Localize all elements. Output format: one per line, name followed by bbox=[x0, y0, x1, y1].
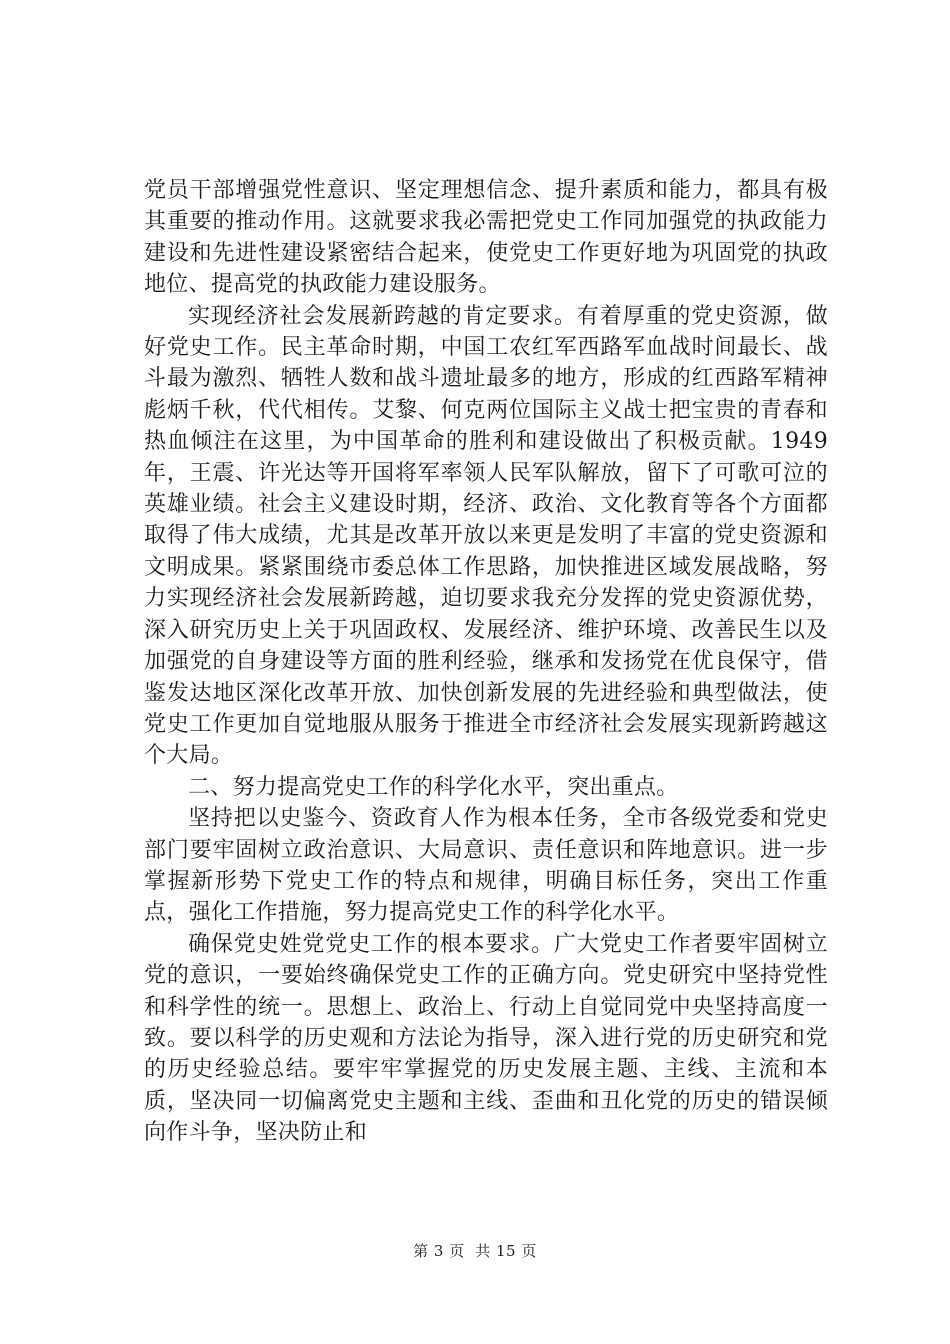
paragraph-1: 党员干部增强党性意识、坚定理想信念、提升素质和能力，都具有极其重要的推动作用。这就要求我必需把党史工作同加强党的执政能力建设和先进性建设紧密结合起来，使党史工作更好地为巩固党的执政地位、提高党的执政能力建设服务。 bbox=[144, 178, 828, 298]
paragraph-2: 实现经济社会发展新跨越的肯定要求。有着厚重的党史资源，做好党史工作。民主革命时期，中国工农红军西路军血战时间最长、战斗最为激烈、牺牲人数和战斗遗址最多的地方，形成的红西路军精神彪炳千秋，代代相传。艾黎、何克两位国际主义战士把宝贵的青春和热血倾注在这里，为中国革命的胜利和建设做出了积极贡献。1949年，王震、许光达等开国将军率领人民军队解放，留下了可歌可泣的英雄业绩。社会主义建设时期，经济、政治、文化教育等各个方面都取得了伟大成绩，尤其是改革开放以来更是发明了丰富的党史资源和文明成果。紧紧围绕市委总体工作思路，加快推进区域发展战略，努力实现经济社会发展新跨越，迫切要求我充分发挥的党史资源优势，深入研究历史上关于巩固政权、发展经济、维护环境、改善民生以及加强党的自身建设等方面的胜利经验，继承和发扬党在优良保守，借鉴发达地区深化改革开放、加快创新发展的先进经验和典型做法，使党史工作更加自觉地服从服务于推进全市经济社会发展实现新跨越这个大局。 bbox=[144, 303, 828, 769]
section-heading: 二、努力提高党史工作的科学化水平，突出重点。 bbox=[188, 774, 679, 800]
paragraph-3: 坚持把以史鉴今、资政育人作为根本任务，全市各级党委和党史部门要牢固树立政治意识、大局意识、责任意识和阵地意识。进一步掌握新形势下党史工作的特点和规律，明确目标任务，突出工作重点，强化工作措施，努力提高党史工作的科学化水平。 bbox=[144, 806, 828, 926]
page-footer bbox=[0, 1240, 950, 1261]
document-body bbox=[144, 175, 828, 1149]
page-number: 第 3 页 共 15 页 bbox=[413, 1242, 537, 1260]
paragraph-4: 确保党史姓党党史工作的根本要求。广大党史工作者要牢固树立党的意识，一要始终确保党史工作的正确方向。党史研究中坚持党性和科学性的统一。思想上、政治上、行动上自觉同党中央坚持高度一致。要以科学的历史观和方法论为指导，深入进行党的历史研究和党的历史经验总结。要牢牢掌握党的历史发展主题、主线、主流和本质，坚决同一切偏离党史主题和主线、歪曲和丑化党的历史的错误倾向作斗争，坚决防止和 bbox=[144, 931, 828, 1146]
